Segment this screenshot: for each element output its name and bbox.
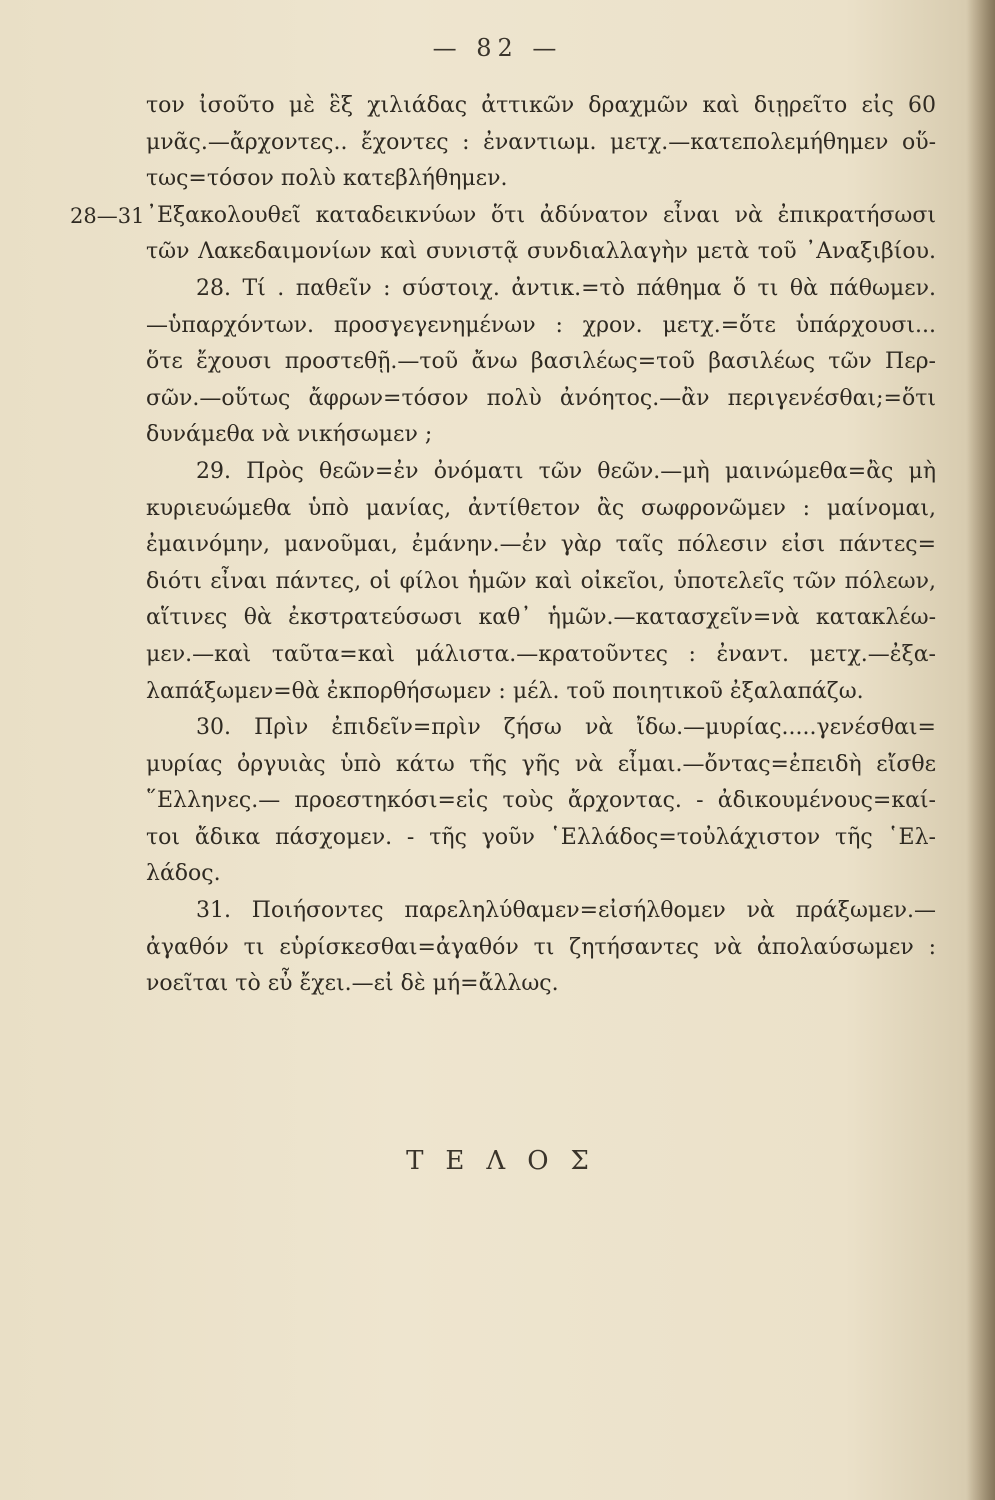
text-line: ἀγαθόν τι εὑρίσκεσθαι=ἀγαθόν τι ζητήσαντες νὰ ἀπολαύσωμεν : — [146, 934, 936, 960]
text-line: 31. Ποιήσοντες παρεληλύθαμεν=εἰσήλθομεν νὰ πράξωμεν.— — [196, 898, 936, 924]
text-line: 28. Τί . παθεῖν : σύστοιχ. ἀντικ.=τὸ πάθημα ὅ τι θὰ πάθωμεν. — [196, 275, 936, 301]
text-line: μνᾶς.—ἄρχοντες.. ἔχοντες : ἐναντιωμ. μετχ.—κατεπολεμήθημεν οὕ- — [146, 129, 936, 155]
text-line: αἵτινες θὰ ἐκστρατεύσωσι καθ᾿ ἡμῶν.—κατασχεῖν=νὰ κατακλέω- — [146, 605, 936, 631]
commentary-text — [70, 88, 936, 1003]
text-line: νοεῖται τὸ εὖ ἔχει.—εἰ δὲ μή=ἄλλως. — [146, 971, 559, 997]
text-line: μυρίας ὀργυιὰς ὑπὸ κάτω τῆς γῆς νὰ εἶμαι.—ὄντας=ἐπειδὴ εἴσθε — [146, 751, 936, 777]
text-line-with-margin-ref — [70, 198, 936, 235]
text-line: ᾿Εξακολουθεῖ καταδεικνύων ὅτι ἀδύνατον εἶναι νὰ ἐπικρατήσωσι — [146, 202, 936, 228]
margin-reference: 28—31 — [70, 203, 145, 228]
text-line: τοι ἄδικα πάσχομεν. - τῆς γοῦν ῾Ελλάδος=τοὐλάχιστον τῆς ῾Ελ- — [146, 824, 936, 850]
text-line: λάδος. — [146, 861, 221, 887]
text-line: ῞Ελληνες.— προεστηκόσι=εἰς τοὺς ἄρχοντας. - ἀδικουμένους=καί- — [146, 788, 936, 814]
text-line: τως=τόσον πολὺ κατεβλήθημεν. — [146, 166, 508, 192]
text-line: τον ἰσοῦτο μὲ ἓξ χιλιάδας ἀττικῶν δραχμῶν καὶ διῃρεῖτο εἰς 60 — [146, 93, 936, 118]
page-number: — 82 — — [432, 34, 563, 62]
text-line: 29. Πρὸς θεῶν=ἐν ὀνόματι τῶν θεῶν.—μὴ μαινώμεθα=ἂς μὴ — [196, 458, 936, 484]
text-line: κυριευώμεθα ὑπὸ μανίας, ἀντίθετον ἂς σωφρονῶμεν : μαίνομαι, — [146, 495, 936, 521]
text-line: —ὑπαρχόντων. προσγεγενημένων : χρον. μετχ.=ὅτε ὑπάρχουσι... — [146, 312, 936, 338]
text-line: δυνάμεθα νὰ νικήσωμεν ; — [146, 422, 433, 448]
text-line: σῶν.—οὕτως ἄφρων=τόσον πολὺ ἀνόητος.—ἂν περιγενέσθαι;=ὅτι — [146, 385, 936, 411]
text-line: τῶν Λακεδαιμονίων καὶ συνιστᾷ συνδιαλλαγὴν μετὰ τοῦ ᾿Αναξιβίου. — [146, 239, 936, 265]
text-line: 30. Πρὶν ἐπιδεῖν=πρὶν ζήσω νὰ ἴδω.—μυρίας.....γενέσθαι= — [196, 715, 936, 741]
closing-title: ΤΕΛΟΣ — [406, 1146, 611, 1176]
page-edge-shadow — [967, 0, 995, 1500]
text-line: διότι εἶναι πάντες, οἱ φίλοι ἡμῶν καὶ οἰκεῖοι, ὑποτελεῖς τῶν πόλεων, — [146, 568, 936, 594]
text-line: μεν.—καὶ ταῦτα=καὶ μάλιστα.—κρατοῦντες : ἐναντ. μετχ.—ἐξα- — [146, 641, 936, 667]
text-line: ὅτε ἔχουσι προστεθῇ.—τοῦ ἄνω βασιλέως=τοῦ βασιλέως τῶν Περ- — [146, 349, 936, 375]
text-line: λαπάξωμεν=θὰ ἐκπορθήσωμεν : μέλ. τοῦ ποιητικοῦ ἐξαλαπάζω. — [146, 678, 864, 704]
text-line: ἐμαινόμην, μανοῦμαι, ἐμάνην.—ἐν γὰρ ταῖς πόλεσιν εἰσι πάντες= — [146, 532, 936, 558]
